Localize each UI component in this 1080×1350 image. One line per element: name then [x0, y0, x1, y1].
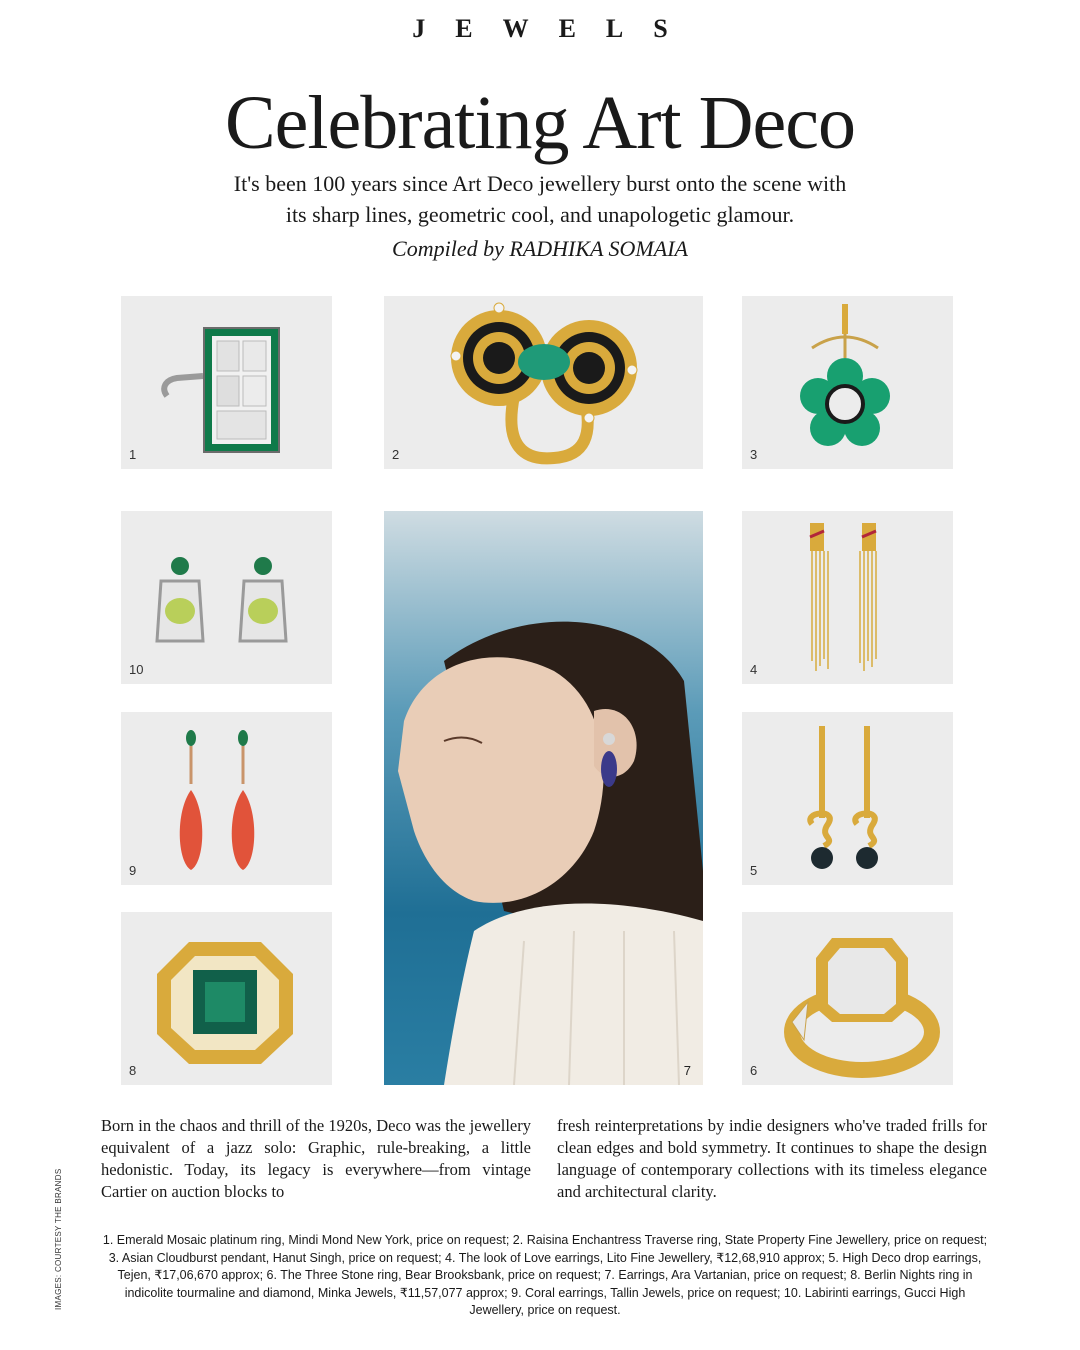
- three-stone-ring-icon: [742, 912, 953, 1085]
- dek-line-1: It's been 100 years since Art Deco jewellery burst onto the scene with: [233, 171, 847, 196]
- product-tile-4[interactable]: [742, 511, 953, 684]
- section-label: JEWELS: [412, 14, 698, 43]
- drop-earrings-icon: [742, 712, 953, 885]
- model-photo-illustration: [384, 511, 703, 1085]
- byline: Compiled by RADHIKA SOMAIA: [392, 236, 688, 261]
- model-photo: [384, 511, 703, 1085]
- product-tile-5[interactable]: [742, 712, 953, 885]
- product-tile-8[interactable]: [121, 912, 332, 1085]
- item-number: 3: [750, 447, 758, 462]
- product-tile-1[interactable]: [121, 296, 332, 469]
- image-credit: IMAGES: COURTESY THE BRANDS: [54, 1168, 63, 1310]
- item-number: 8: [129, 1063, 137, 1078]
- item-number: 5: [750, 863, 758, 878]
- dek-line-2: its sharp lines, geometric cool, and unapologetic glamour.: [285, 202, 795, 227]
- cloudburst-pendant-icon: [742, 296, 953, 469]
- fringe-earrings-icon: [742, 511, 953, 684]
- item-number: 9: [129, 863, 137, 878]
- enchantress-ring-icon: [384, 296, 703, 469]
- item-number: 10: [129, 662, 144, 677]
- product-credits: 1. Emerald Mosaic platinum ring, Mindi Mond New York, price on request; 2. Raisina Enchantress Traverse ring, State Property Fine Jewellery, price on request; 3. Asian Cloudburst pendant, Hanut Singh, price on request; 4. The look of Love earrings, Lito Fine Jewellery, ₹12,68,910 approx; 5. High Deco drop earrings, Tejen, ₹17,06,670 approx; 6. The Three Stone ring, Bear Brooksbank, price on request; 7. Earrings, Ara Vartanian, price on request; 8. Berlin Nights ring in indicolite tourmaline and diamond, Minka Jewels, ₹11,57,077 approx; 9. Coral earrings, Tallin Jewels, price on request; 10. Labirinti earrings, Gucci High Jewellery, price on request.: [102, 1233, 988, 1317]
- body-column-1: Born in the chaos and thrill of the 1920s, Deco was the jewellery equivalent of a jazz solo: Graphic, rule-breaking, a little hedonistic. Today, its legacy is everywhere—from vintage Cartier on auction blocks to: [101, 1116, 531, 1201]
- product-tile-3[interactable]: [742, 296, 953, 469]
- emerald-ring-icon: [121, 296, 332, 469]
- labirinti-earrings-icon: [121, 511, 332, 684]
- dek: [140, 168, 940, 230]
- body-column-2: fresh reinterpretations by indie designers who've traded frills for clean edges and bold symmetry. It continues to shape the design language of contemporary collections with its timeless elegance and architectural clarity.: [557, 1116, 987, 1201]
- item-number: 2: [392, 447, 400, 462]
- item-number: 7: [683, 1063, 691, 1078]
- page-title: Celebrating Art Deco: [224, 81, 855, 165]
- indicolite-ring-icon: [121, 912, 332, 1085]
- product-tile-10[interactable]: [121, 511, 332, 684]
- item-number: 1: [129, 447, 137, 462]
- product-tile-2[interactable]: [384, 296, 703, 469]
- item-number: 6: [750, 1063, 758, 1078]
- coral-earrings-icon: [121, 712, 332, 885]
- item-number: 4: [750, 662, 758, 677]
- product-tile-9[interactable]: [121, 712, 332, 885]
- product-tile-6[interactable]: [742, 912, 953, 1085]
